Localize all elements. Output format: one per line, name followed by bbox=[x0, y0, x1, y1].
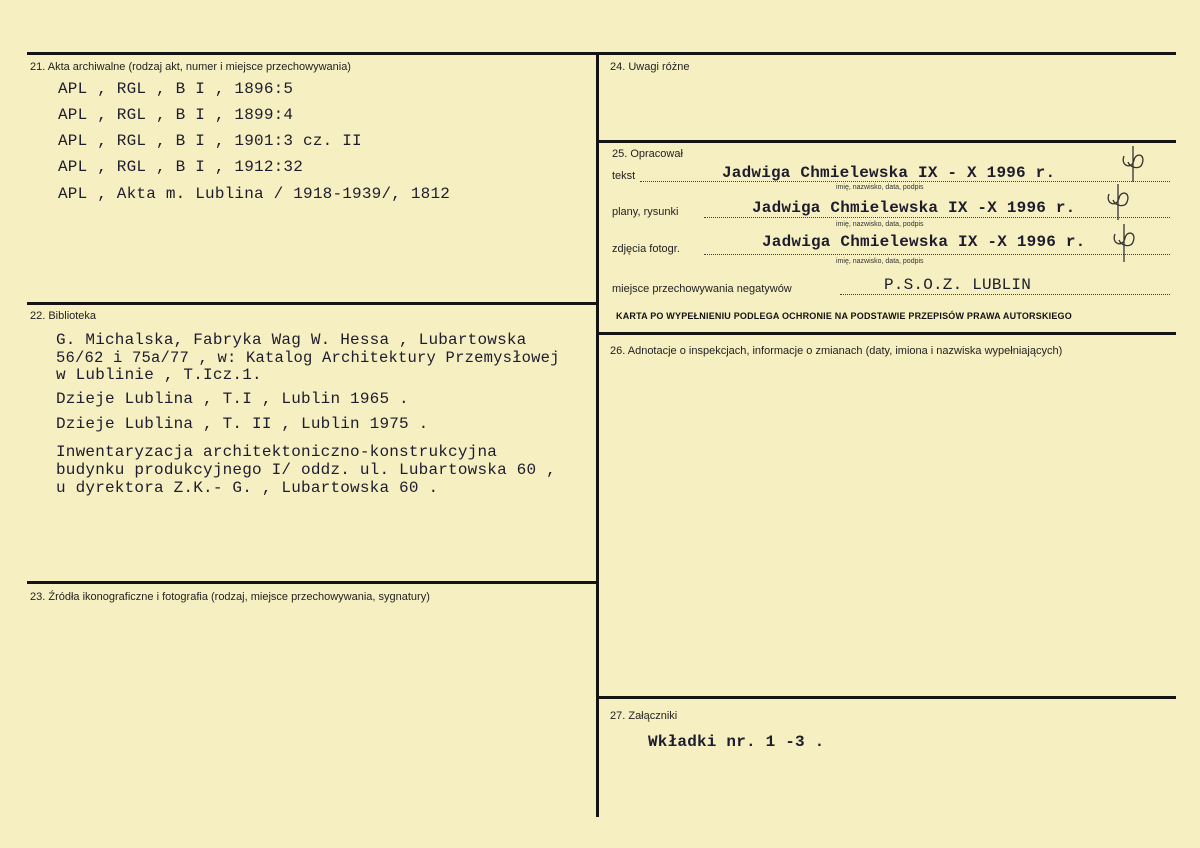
section-24-label: 24. Uwagi różne bbox=[610, 61, 690, 73]
negatives-location: P.S.O.Z. LUBLIN bbox=[884, 276, 1032, 294]
bibliography-line: w Lublinie , T.Icz.1. bbox=[56, 366, 262, 384]
bibliography-line: 56/62 i 75a/77 , w: Katalog Architektury Przemysłowej bbox=[56, 349, 560, 367]
section-27-label: 27. Załączniki bbox=[610, 710, 678, 722]
signature-icon bbox=[1103, 182, 1133, 222]
dotted-line bbox=[704, 217, 1170, 218]
archival-record-line: APL , RGL , B I , 1896:5 bbox=[58, 80, 294, 98]
caption-name-date-signature: imię, nazwisko, data, podpis bbox=[836, 258, 924, 265]
rule-left-after-22 bbox=[27, 581, 598, 584]
rule-right-after-25 bbox=[598, 332, 1176, 335]
archival-record-line: APL , RGL , B I , 1899:4 bbox=[58, 106, 294, 124]
bibliography-line: Dzieje Lublina , T.I , Lublin 1965 . bbox=[56, 390, 409, 408]
section-21-label: 21. Akta archiwalne (rodzaj akt, numer i miejsce przechowywania) bbox=[30, 61, 351, 73]
section-26-label: 26. Adnotacje o inspekcjach, informacje o zmianach (daty, imiona i nazwiska wypełniających) bbox=[610, 345, 1063, 357]
bibliography-line: u dyrektora Z.K.- G. , Lubartowska 60 . bbox=[56, 479, 439, 497]
archival-record-line: APL , RGL , B I , 1901:3 cz. II bbox=[58, 132, 362, 150]
section-22-label: 22. Biblioteka bbox=[30, 310, 97, 322]
field-label-negatives: miejsce przechowywania negatywów bbox=[612, 283, 792, 295]
section-23-label: 23. Źródła ikonograficzne i fotografia (rodzaj, miejsce przechowywania, sygnatury) bbox=[30, 591, 430, 603]
dotted-line bbox=[840, 294, 1170, 295]
bibliography-line: budynku produkcyjnego I/ oddz. ul. Lubartowska 60 , bbox=[56, 461, 556, 479]
signature-icon bbox=[1118, 144, 1148, 184]
author-entry-text: Jadwiga Chmielewska IX - X 1996 r. bbox=[722, 164, 1056, 182]
rule-right-after-24 bbox=[598, 140, 1176, 143]
signature-icon bbox=[1109, 222, 1139, 262]
dotted-line bbox=[704, 254, 1170, 255]
caption-name-date-signature: imię, nazwisko, data, podpis bbox=[836, 221, 924, 228]
bibliography-line: G. Michalska, Fabryka Wag W. Hessa , Lubartowska bbox=[56, 331, 527, 349]
archival-record-line: APL , Akta m. Lublina / 1918-1939/, 1812 bbox=[58, 185, 451, 203]
rule-left-after-21 bbox=[27, 302, 598, 305]
caption-name-date-signature: imię, nazwisko, data, podpis bbox=[836, 184, 924, 191]
copyright-notice: KARTA PO WYPEŁNIENIU PODLEGA OCHRONIE NA PODSTAWIE PRZEPISÓW PRAWA AUTORSKIEGO bbox=[616, 311, 1072, 321]
field-label-plans: plany, rysunki bbox=[612, 206, 679, 218]
rule-center-vertical bbox=[596, 52, 599, 817]
author-entry-plans: Jadwiga Chmielewska IX -X 1996 r. bbox=[752, 199, 1076, 217]
bibliography-line: Dzieje Lublina , T. II , Lublin 1975 . bbox=[56, 415, 429, 433]
field-label-photos: zdjęcia fotogr. bbox=[612, 243, 680, 255]
attachments-value: Wkładki nr. 1 -3 . bbox=[648, 733, 825, 751]
section-25-label: 25. Opracował bbox=[612, 148, 683, 160]
rule-right-after-26 bbox=[598, 696, 1176, 699]
author-entry-photos: Jadwiga Chmielewska IX -X 1996 r. bbox=[762, 233, 1086, 251]
bibliography-line: Inwentaryzacja architektoniczno-konstrukcyjna bbox=[56, 443, 498, 461]
archival-record-line: APL , RGL , B I , 1912:32 bbox=[58, 158, 304, 176]
field-label-text: tekst bbox=[612, 170, 636, 182]
rule-top bbox=[27, 52, 1176, 55]
